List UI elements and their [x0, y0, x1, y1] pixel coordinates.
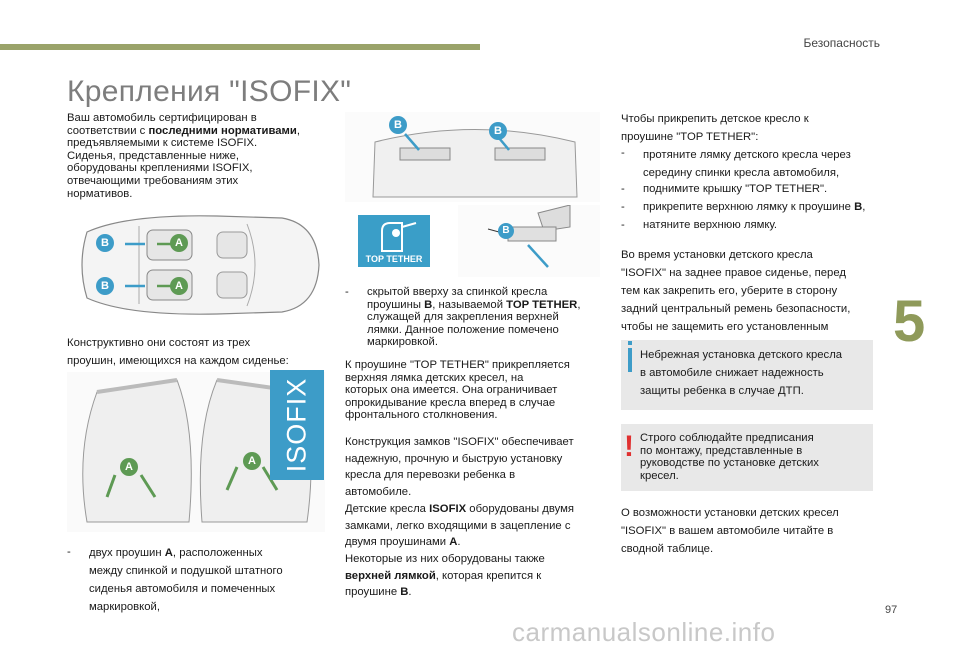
text-line: чтобы не защемить его установленным: [621, 321, 829, 333]
bullet-dash: -: [345, 286, 349, 298]
intro-line: нормативов.: [67, 187, 133, 200]
text-line: в автомобиле снижает надежность: [640, 367, 824, 379]
bullet-line: двух проушин A, расположенных: [89, 547, 263, 559]
step-1: [643, 146, 851, 182]
text-line: маркировкой.: [367, 336, 438, 349]
top-tether-seat-photo: [345, 112, 600, 202]
text-line: надежную, прочную и быструю установку: [345, 452, 563, 465]
step-2: поднимите крышку "TOP TETHER".: [643, 183, 828, 195]
construct-line: проушин, имеющихся на каждом сиденье:: [67, 355, 289, 367]
text-line: "ISOFIX" в вашем автомобиле читайте в: [621, 525, 834, 537]
text-line: Небрежная установка детского кресла: [640, 349, 843, 361]
bullet-line: между спинкой и подушкой штатного: [89, 565, 283, 577]
text-line: проушине "TOP TETHER":: [621, 131, 759, 143]
bullet-dash: -: [621, 147, 625, 159]
text-line: кресла для перевозки ребенка в: [345, 469, 516, 482]
text-line: фронтального столкновения.: [345, 409, 498, 422]
car-top-view-diagram: [67, 210, 325, 320]
tether-hook-photo: [458, 205, 600, 277]
summary-table-paragraph: [621, 504, 839, 558]
bullet-line: маркировкой,: [89, 601, 160, 613]
bullet-dash: -: [621, 219, 625, 231]
right-seat-paragraph: [621, 246, 850, 354]
warning-icon: !: [624, 430, 634, 463]
label-b-badge: B: [96, 234, 114, 252]
bullet-lower-paragraph: [89, 544, 283, 616]
text-line: проушины B, называемой TOP TETHER,: [367, 298, 581, 311]
text-line: проушине B.: [345, 586, 412, 599]
text-line: Чтобы прикрепить детское кресло к: [621, 113, 809, 125]
label-a-badge: A: [170, 277, 188, 295]
bullet-line: сиденья автомобиля и помеченных: [89, 583, 276, 595]
info-note-text: [640, 346, 842, 400]
bullet-dash: -: [621, 201, 625, 213]
info-icon: [628, 348, 632, 372]
text-line: задний центральный ремень безопасности,: [621, 303, 851, 315]
page-title: Крепления "ISOFIX": [67, 75, 352, 108]
text-line: двумя проушинами A.: [345, 536, 461, 549]
text-line: автомобиле.: [345, 486, 412, 499]
text-line: Строго соблюдайте предписания: [640, 432, 814, 444]
text-line: защиты ребенка в случае ДТП.: [640, 385, 804, 397]
top-tether-description: [367, 286, 580, 349]
label-a-badge: A: [243, 452, 261, 470]
text-line: по монтажу, представленные в: [640, 444, 803, 457]
section-title: Безопасность: [803, 36, 880, 50]
header-accent-bar: [0, 44, 480, 50]
label-b-badge: B: [96, 277, 114, 295]
watermark: carmanualsonline.info: [512, 617, 776, 647]
text-line: опрокидывание кресла вперед в случае: [345, 396, 556, 409]
label-b-badge: B: [389, 116, 407, 134]
intro-paragraph: [67, 112, 300, 200]
intro-line: оборудованы креплениями ISOFIX,: [67, 162, 253, 175]
top-tether-label: TOP TETHER: [365, 254, 423, 264]
intro-line: Сиденья, представленные ниже,: [67, 149, 240, 162]
text-line: Детские кресла ISOFIX оборудованы двумя: [345, 502, 575, 515]
text-line: тем как закрепить его, уберите в сторону: [621, 285, 838, 297]
text-line: верхней лямкой, которая крепится к: [345, 569, 542, 582]
label-a-badge: A: [170, 234, 188, 252]
bullet-dash: -: [621, 183, 625, 195]
text-line: Конструкция замков "ISOFIX" обеспечивает: [345, 436, 574, 448]
text-line: сводной таблице.: [621, 543, 714, 555]
chapter-number: 5: [893, 289, 926, 354]
construct-line: Конструктивно они состоят из трех: [67, 337, 251, 349]
text-line: "ISOFIX" на заднее правое сиденье, перед: [621, 267, 846, 279]
construct-paragraph: [67, 334, 289, 370]
label-b-badge: B: [489, 122, 507, 140]
intro-line: отвечающими требованиям этих: [67, 174, 239, 187]
text-line: середину спинки кресла автомобиля,: [643, 167, 840, 179]
text-line: Во время установки детского кресла: [621, 249, 813, 261]
text-line: протяните лямку детского кресла через: [643, 149, 851, 161]
text-line: руководстве по установке детских: [640, 457, 819, 470]
text-line: О возможности установки детских кресел: [621, 507, 839, 519]
text-line: служащей для закрепления верхней: [367, 311, 559, 324]
top-tether-badge: [358, 215, 430, 267]
text-line: скрытой вверху за спинкой кресла: [367, 286, 548, 298]
top-tether-paragraph: [345, 359, 570, 422]
text-line: лямки. Данное положение помечено: [367, 323, 559, 336]
isofix-tab-label: ISOFIX: [281, 377, 312, 473]
step-4: натяните верхнюю лямку.: [643, 219, 778, 231]
label-a-badge: A: [120, 458, 138, 476]
bullet-dash: -: [67, 546, 71, 558]
step-3: прикрепите верхнюю лямку к проушине B,: [643, 201, 866, 213]
text-line: замками, легко входящими в зацепление с: [345, 519, 571, 532]
attach-instructions-heading: [621, 110, 809, 146]
label-b-badge: B: [498, 223, 514, 239]
isofix-tab: [270, 370, 324, 480]
text-line: кресел.: [640, 469, 679, 482]
text-line: верхняя лямка детских кресел, на: [345, 371, 524, 384]
intro-line: предъявляемыми к системе ISOFIX.: [67, 137, 258, 150]
isofix-locks-paragraph: [345, 434, 574, 601]
warning-note-text: [640, 432, 819, 482]
intro-line: соответствии с последними нормативами,: [67, 124, 300, 137]
text-line: Некоторые из них оборудованы также: [345, 552, 545, 565]
text-line: К проушине "TOP TETHER" прикрепляется: [345, 359, 570, 371]
intro-line: Ваш автомобиль сертифицирован в: [67, 112, 257, 124]
page-number: 97: [885, 604, 898, 616]
text-line: которых она имеется. Она ограничивает: [345, 384, 558, 397]
